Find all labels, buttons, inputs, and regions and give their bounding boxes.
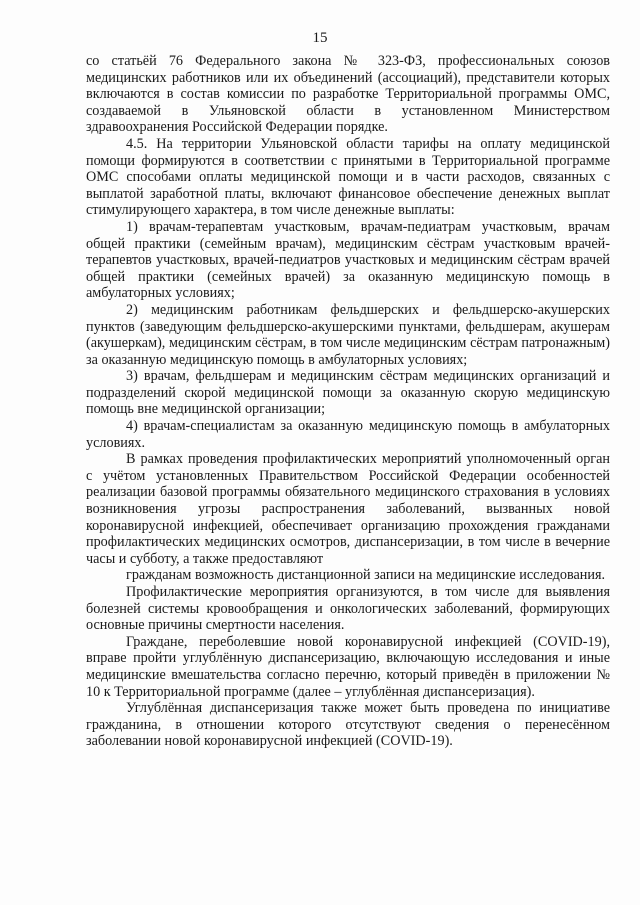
page-number: 15 — [312, 30, 328, 46]
paragraph-preventive-organization: Профилактические мероприятия организуются, в том числе для выявления болезней системы кровообращения и онкологических заболеваний, формирующих основные причины смертности населения. — [86, 584, 610, 634]
list-item-3: 3) врачам, фельдшерам и медицинским сёстрам медицинских организаций и подразделений скорой медицинской помощи за оказанную скорую медицинскую помощь вне медицинской организации; — [86, 368, 610, 418]
list-item-4: 4) врачам-специалистам за оказанную медицинскую помощь в амбулаторных условиях. — [86, 418, 610, 451]
document-body — [86, 53, 610, 750]
paragraph-section-4-5: 4.5. На территории Ульяновской области тарифы на оплату медицинской помощи формируются в соответствии с принятыми в Территориальной программе ОМС способами оплаты медицинской помощи и в части расходов, связанных с выплатой заработной платы, включают финансовое обеспечение денежных выплат стимулирующего характера, в том числе денежные выплаты: — [86, 135, 610, 219]
paragraph-continuation: со статьёй 76 Федерального закона № 323-ФЗ, профессиональных союзов медицинских работников или их объединений (ассоциаций), представители которых включаются в состав комиссии по разработке Территориальной программы ОМС, создаваемой в Ульяновской области в установленном Министерством здравоохранения Российской Федерации порядке. — [86, 53, 610, 136]
paragraph-in-depth-dispensary: Углублённая диспансеризация также может быть проведена по инициативе гражданина, в отношении которого отсутствуют сведения о перенесённом заболевании новой коронавирусной инфекцией (COVID-19). — [86, 700, 610, 750]
paragraph-preventive-measures: В рамках проведения профилактических мероприятий уполномоченный орган с учётом установленных Правительством Российской Федерации особенностей реализации базовой программы обязательного медицинского страхования в условиях возникновения угрозы распространения заболеваний, вызванных новой коронавирусной инфекцией, обеспечивает организацию прохождения гражданами профилактических медицинских осмотров, диспансеризации, в том числе в вечерние часы и субботу, а также предоставляют — [86, 451, 610, 567]
list-item-2: 2) медицинским работникам фельдшерских и фельдшерско-акушерских пунктов (заведующим фельдшерско-акушерскими пунктами, фельдшерам, акушерам (акушеркам), медицинским сёстрам, в том числе медицинским сёстрам патронажным) за оказанную медицинскую помощь в амбулаторных условиях; — [86, 301, 610, 368]
paragraph-remote-booking: гражданам возможность дистанционной записи на медицинские исследования. — [126, 567, 606, 584]
list-item-1: 1) врачам-терапевтам участковым, врачам-педиатрам участковым, врачам общей практики (семейным врачам), медицинским сёстрам участковым врачей-терапевтов участковых, врачей-педиатров участковых и медицинским сёстрам врачей общей практики (семейных врачей) за оказанную медицинскую помощь в амбулаторных условиях; — [86, 218, 610, 302]
paragraph-covid-dispensary: Граждане, переболевшие новой коронавирусной инфекцией (COVID-19), вправе пройти углублённую диспансеризацию, включающую исследования и иные медицинские вмешательства согласно перечню, который приведён в приложении № 10 к Территориальной программе (далее – углублённая диспансеризация). — [86, 633, 610, 700]
